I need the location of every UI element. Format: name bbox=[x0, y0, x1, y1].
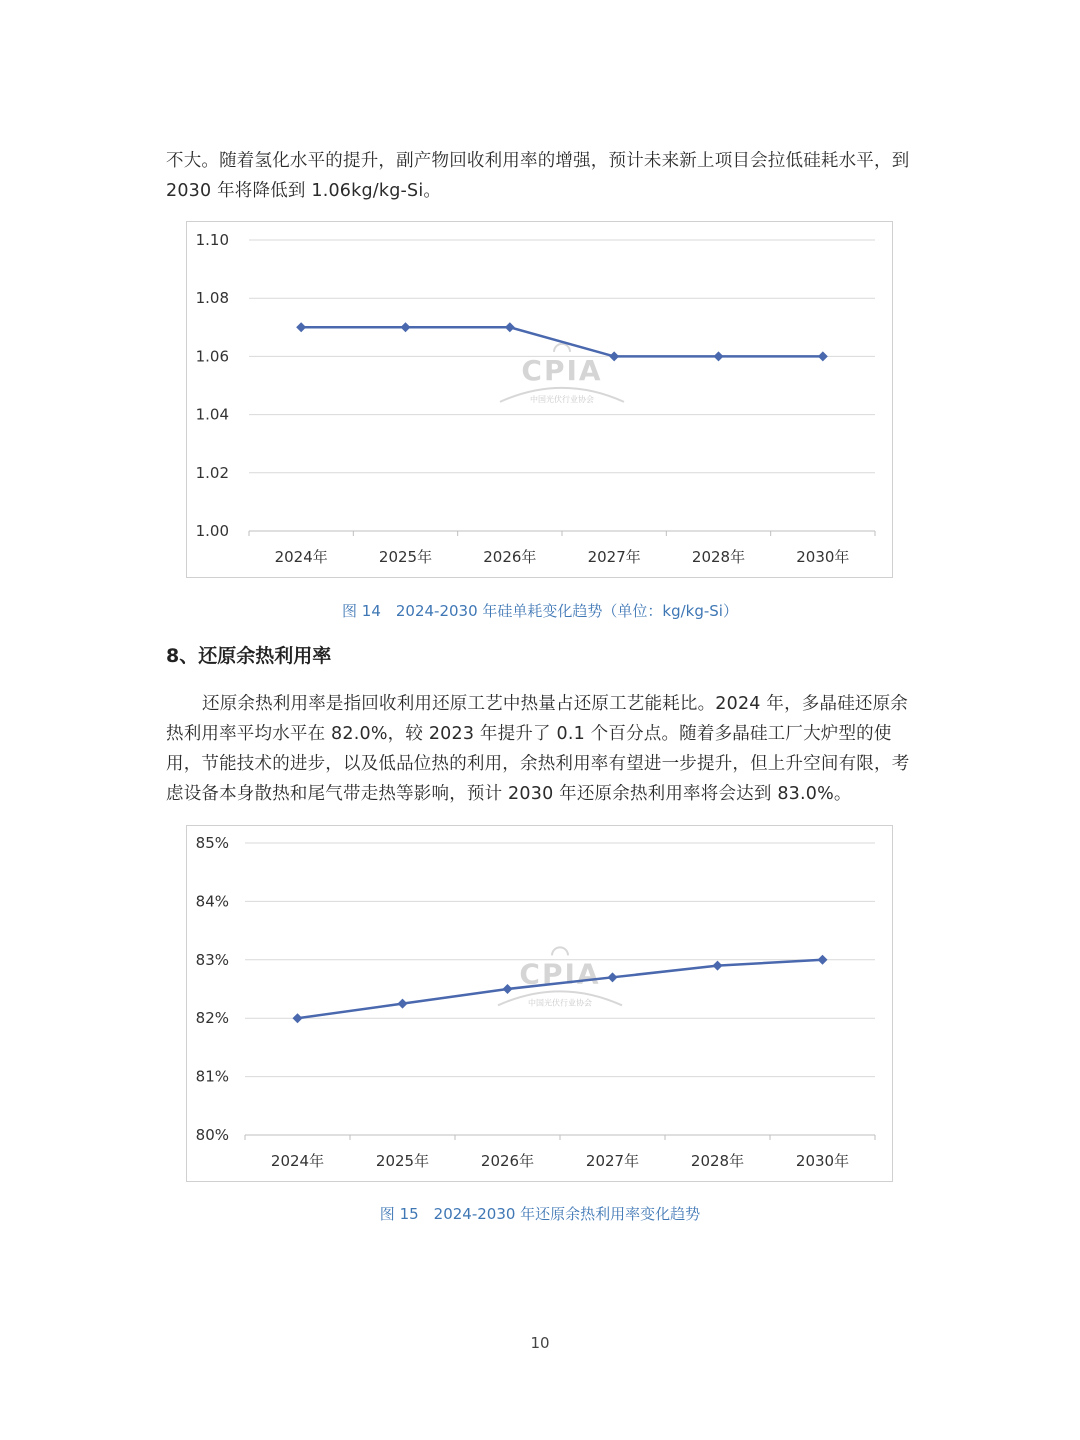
section-paragraph: 还原余热利用率是指回收利用还原工艺中热量占还原工艺能耗比。2024 年，多晶硅还原余热利用率平均水平在 82.0%，较 2023 年提升了 0.1 个百分点。随着多晶硅工厂大炉型的使用，节能技术的进步，以及低品位热的利用，余热利用率有望进一步提升，但上升空间有限，考虑设备本身散热和尾气带走热等影响，预计 2030 年还原余热利用率将会达到 83.0%。 bbox=[166, 694, 910, 804]
data-point bbox=[398, 999, 408, 1009]
y-tick-label: 82% bbox=[195, 1009, 229, 1028]
data-point bbox=[296, 322, 306, 332]
y-tick-label: 1.10 bbox=[195, 231, 229, 249]
x-tick-label: 2026年 bbox=[483, 548, 537, 566]
data-point bbox=[401, 322, 411, 332]
y-tick-label: 81% bbox=[195, 1067, 229, 1086]
y-tick-label: 1.04 bbox=[195, 405, 229, 424]
x-tick-label: 2025年 bbox=[378, 548, 433, 566]
y-tick-label: 80% bbox=[195, 1126, 229, 1144]
chart-heat-utilization bbox=[186, 825, 893, 1182]
x-tick-label: 2027年 bbox=[587, 548, 641, 566]
data-point bbox=[505, 322, 515, 332]
data-point bbox=[293, 1013, 303, 1023]
watermark-logo-text: CPIA bbox=[519, 957, 601, 991]
y-tick-label: 83% bbox=[195, 950, 229, 969]
watermark-sun-icon bbox=[552, 947, 568, 955]
section-heading: 8、还原余热利用率 bbox=[166, 645, 332, 667]
x-tick-label: 2030年 bbox=[796, 548, 850, 566]
paragraph-top: 不大。随着氢化水平的提升，副产物回收利用率的增强，预计未来新上项目会拉低硅耗水平，到 2030 年将降低到 1.06kg/kg-Si。 bbox=[166, 151, 910, 201]
x-tick-label: 2025年 bbox=[375, 1152, 430, 1170]
y-tick-label: 85% bbox=[195, 834, 229, 852]
data-point bbox=[609, 351, 619, 361]
figure14-caption: 图 14 2024-2030 年硅单耗变化趋势（单位：kg/kg-Si） bbox=[342, 602, 738, 620]
x-tick-label: 2028年 bbox=[691, 548, 746, 566]
y-tick-label: 1.00 bbox=[195, 522, 229, 540]
data-point bbox=[818, 351, 828, 361]
y-tick-label: 1.08 bbox=[195, 289, 229, 308]
watermark-sun-icon bbox=[554, 344, 570, 352]
data-point bbox=[713, 961, 723, 971]
watermark-org-name: 中国光伏行业协会 bbox=[528, 998, 592, 1008]
data-point bbox=[818, 955, 828, 965]
x-tick-label: 2024年 bbox=[270, 1152, 325, 1170]
x-tick-label: 2027年 bbox=[585, 1152, 640, 1170]
x-tick-label: 2026年 bbox=[480, 1152, 535, 1170]
data-point bbox=[503, 984, 513, 994]
watermark-org-name: 中国光伏行业协会 bbox=[530, 394, 594, 404]
watermark-logo-text: CPIA bbox=[521, 353, 603, 387]
data-point bbox=[714, 351, 724, 361]
page-number: 10 bbox=[530, 1334, 550, 1352]
x-tick-label: 2024年 bbox=[274, 548, 328, 566]
x-tick-label: 2028年 bbox=[690, 1152, 745, 1170]
y-tick-label: 84% bbox=[195, 892, 229, 911]
data-point bbox=[608, 972, 618, 982]
y-tick-label: 1.06 bbox=[195, 347, 229, 366]
chart-silicon-consumption bbox=[186, 221, 893, 578]
figure15-caption: 图 15 2024-2030 年还原余热利用率变化趋势 bbox=[379, 1205, 701, 1223]
y-tick-label: 1.02 bbox=[195, 463, 229, 482]
chart-silicon-consumption-svg bbox=[187, 222, 894, 579]
series-line bbox=[301, 327, 823, 356]
chart-heat-utilization-svg bbox=[187, 826, 894, 1183]
x-tick-label: 2030年 bbox=[795, 1152, 850, 1170]
